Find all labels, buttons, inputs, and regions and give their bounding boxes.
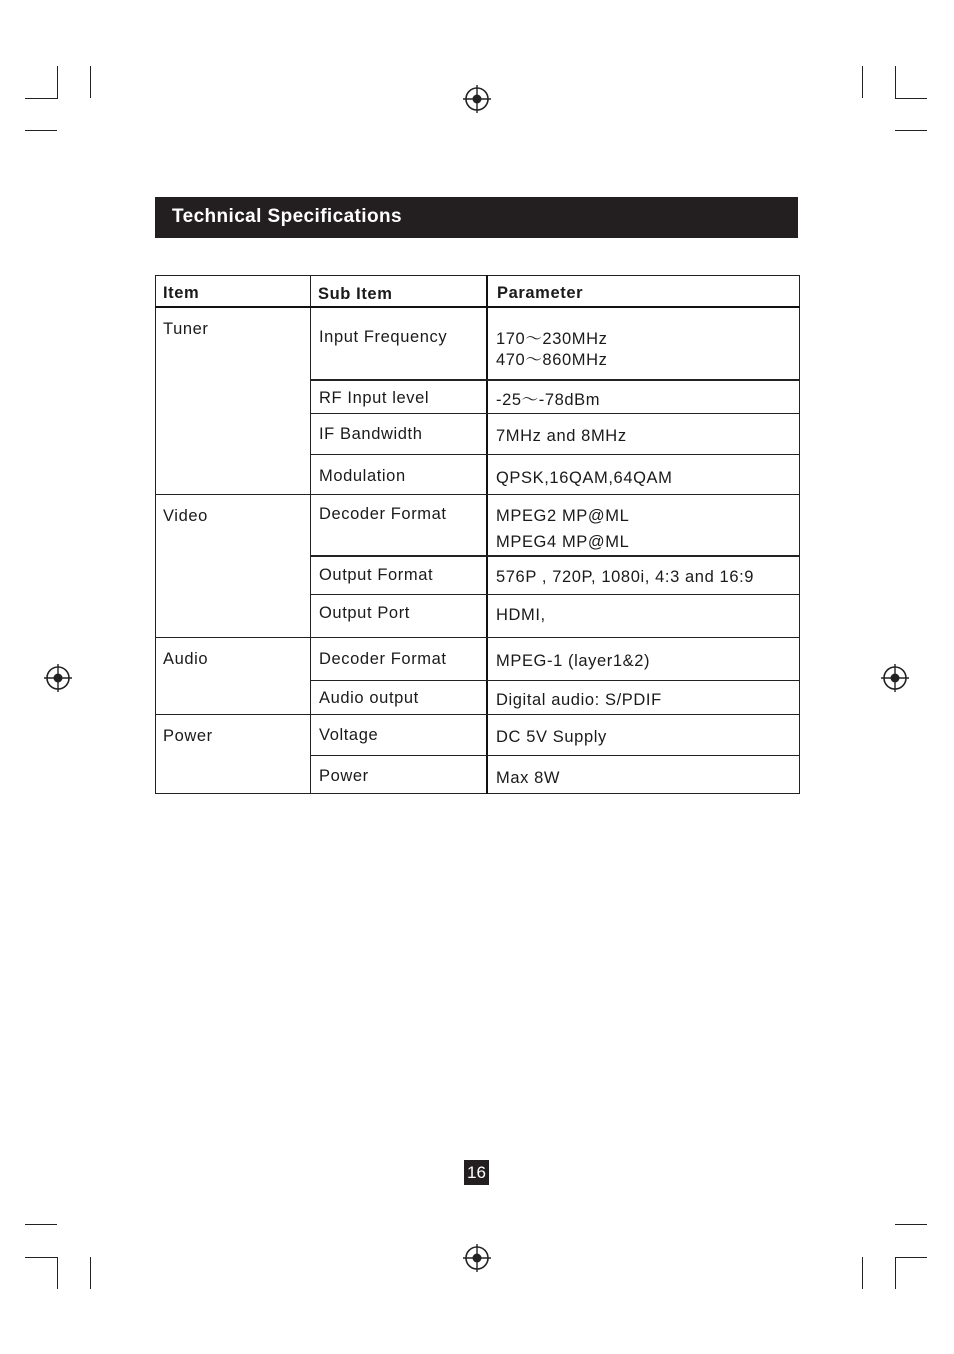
table-item-label: Power [163,727,213,745]
crop-mark [25,98,57,99]
table-rule [310,379,800,381]
table-rule [310,275,311,794]
page-number: 16 [464,1160,489,1185]
table-subitem-label: Output Port [319,604,410,622]
table-subitem-label: RF Input level [319,389,430,407]
table-parameter-value: 170～230MHz [496,330,608,348]
table-subitem-label: Decoder Format [319,650,447,668]
table-parameter-value: MPEG-1 (layer1&2) [496,652,651,670]
crop-mark [862,66,863,98]
table-subitem-label: Decoder Format [319,505,447,523]
table-rule [155,306,800,308]
table-rule [155,637,800,638]
crop-mark [25,1257,57,1258]
registration-mark-icon [463,1244,491,1272]
table-subitem-label: Audio output [319,689,419,707]
crop-mark [57,66,58,99]
column-header: Item [163,284,200,302]
table-parameter-value: DC 5V Supply [496,728,607,746]
crop-mark [895,1257,896,1289]
table-subitem-label: Modulation [319,467,406,485]
table-parameter-value: 470～860MHz [496,351,608,369]
crop-mark [895,1257,927,1258]
table-item-label: Audio [163,650,209,668]
table-rule [310,680,800,681]
crop-mark [90,66,91,98]
spec-table [155,275,800,794]
table-rule [310,555,800,557]
table-item-label: Video [163,507,208,525]
column-header: Sub Item [318,285,393,303]
table-rule [155,494,800,495]
table-item-label: Tuner [163,320,209,338]
column-header: Parameter [497,284,584,302]
registration-mark-icon [44,664,72,692]
table-subitem-label: Power [319,767,369,785]
table-rule [799,275,800,794]
table-rule [310,413,800,414]
table-parameter-value: Digital audio: S/PDIF [496,691,662,709]
table-parameter-value: 7MHz and 8MHz [496,427,627,445]
table-rule [155,275,156,794]
table-rule [155,714,800,715]
crop-mark [57,1257,58,1289]
registration-mark-icon [463,85,491,113]
crop-mark [895,130,927,131]
table-subitem-label: Voltage [319,726,379,744]
table-parameter-value: QPSK,16QAM,64QAM [496,469,673,487]
crop-mark [862,1257,863,1289]
crop-mark [895,1224,927,1225]
table-parameter-value: 576P , 720P, 1080i, 4:3 and 16:9 [496,568,755,586]
table-parameter-value: HDMI, [496,606,546,624]
table-rule [310,454,800,455]
table-subitem-label: IF Bandwidth [319,425,423,443]
table-subitem-label: Output Format [319,566,434,584]
crop-mark [895,66,896,99]
table-parameter-value: Max 8W [496,769,561,787]
crop-mark [25,130,57,131]
table-rule [155,793,800,794]
crop-mark [25,1224,57,1225]
table-rule [155,275,800,276]
table-parameter-value: MPEG2 MP@ML [496,507,630,525]
table-parameter-value: -25～-78dBm [496,391,601,409]
crop-mark [90,1257,91,1289]
table-parameter-value: MPEG4 MP@ML [496,533,630,551]
registration-mark-icon [881,664,909,692]
table-rule [310,755,800,756]
crop-mark [895,98,927,99]
table-subitem-label: Input Frequency [319,328,448,346]
section-title: Technical Specifications [155,197,798,238]
table-rule [310,594,800,595]
table-rule [486,275,488,794]
